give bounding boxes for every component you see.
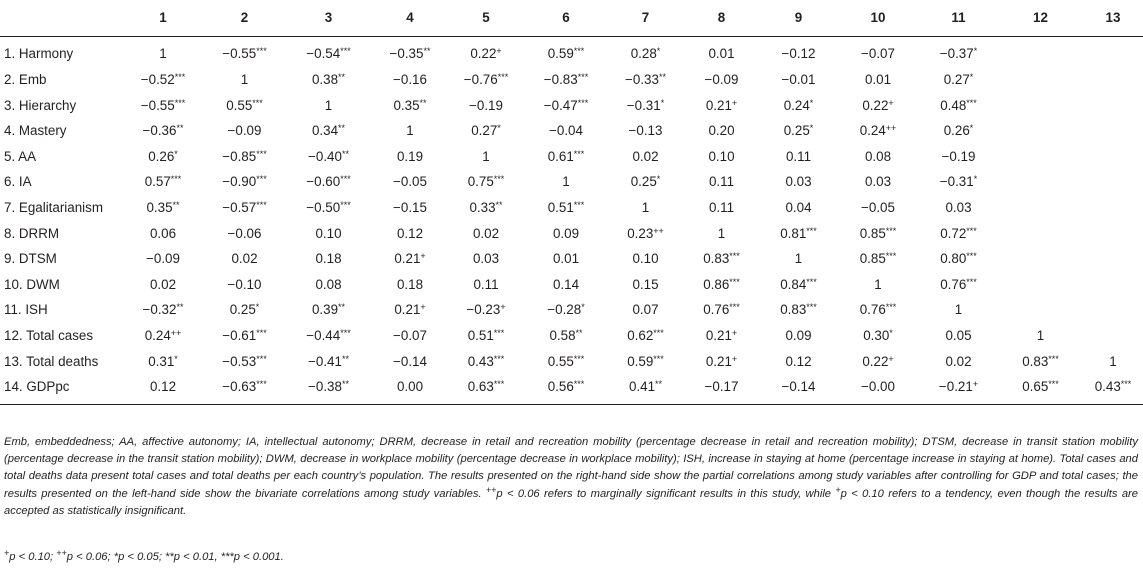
- table-cell: [1083, 272, 1143, 298]
- table-cell: [1083, 144, 1143, 170]
- table-cell: −0.31*: [939, 174, 978, 190]
- table-cell: −0.05: [861, 200, 895, 216]
- table-cell: 1: [159, 46, 167, 62]
- table-row: [0, 144, 1143, 170]
- table-cell: 0.02: [231, 251, 258, 267]
- table-cell: 0.84***: [780, 276, 817, 292]
- table-cell: 0.11: [785, 148, 812, 164]
- table-cell: −0.01: [781, 72, 816, 88]
- table-cell: −0.37*: [939, 46, 978, 62]
- table-cell: 0.57***: [144, 174, 182, 190]
- table-cell: −0.52***: [140, 72, 186, 88]
- table-cell: 0.05: [945, 328, 972, 344]
- table-cell: 0.04: [785, 200, 812, 216]
- table-cell: −0.07: [861, 46, 895, 62]
- table-cell: 0.35**: [393, 97, 427, 113]
- table-cell: [1083, 221, 1143, 247]
- table-cell: [998, 272, 1083, 298]
- table-cell: 0.11: [473, 276, 499, 292]
- row-label: 5. AA: [4, 148, 37, 164]
- table-cell: [998, 297, 1083, 323]
- significance-note: +p < 0.10; ++p < 0.06; *p < 0.05; **p < 0.01, ***p < 0.001.: [4, 548, 284, 563]
- row-label: 6. IA: [4, 174, 32, 190]
- table-cell: 1: [717, 225, 726, 241]
- table-cell: 0.81***: [780, 225, 817, 241]
- table-cell: 0.12: [396, 225, 424, 241]
- table-cell: [1083, 37, 1143, 68]
- table-cell: 0.11: [708, 174, 735, 190]
- table-cell: 0.59***: [627, 353, 664, 369]
- table-cell: 0.33**: [469, 200, 503, 216]
- row-label: 8. DRRM: [4, 225, 60, 241]
- table-cell: [998, 221, 1083, 247]
- table-row: [0, 67, 1143, 93]
- column-header-6: 6: [562, 10, 570, 26]
- table-cell: 0.21+: [394, 302, 426, 318]
- table-cell: 0.07: [632, 302, 659, 318]
- table-row: [0, 272, 1143, 298]
- column-header-9: 9: [794, 10, 803, 26]
- table-cell: −0.14: [393, 353, 427, 369]
- table-row: [0, 323, 1143, 349]
- table-cell: 0.01: [552, 251, 580, 267]
- table-row: [0, 374, 1143, 404]
- row-label: 3. Hierarchy: [4, 97, 77, 113]
- table-cell: −0.47***: [543, 97, 589, 113]
- table-row: [0, 37, 1143, 68]
- table-cell: [1083, 323, 1143, 349]
- table-cell: 0.03: [785, 174, 812, 190]
- table-cell: −0.83***: [543, 72, 589, 88]
- column-header-2: 2: [240, 10, 249, 26]
- table-cell: −0.10: [227, 276, 262, 292]
- table-cell: 0.00: [396, 379, 424, 395]
- table-cell: 0.20: [708, 123, 735, 139]
- table-cell: −0.13: [628, 123, 663, 139]
- column-header-10: 10: [870, 10, 886, 26]
- table-cell: 0.24++: [859, 123, 897, 139]
- table-cell: [998, 195, 1083, 221]
- column-header-12: 12: [1033, 10, 1048, 26]
- table-cell: 0.21+: [394, 251, 426, 267]
- table-cell: 0.26*: [148, 148, 178, 164]
- header-row: [0, 0, 1143, 37]
- table-cell: 0.63***: [467, 379, 505, 395]
- table-cell: [998, 118, 1083, 144]
- table-cell: 0.10: [708, 148, 735, 164]
- table-cell: 0.02: [945, 353, 972, 369]
- table-cell: −0.14: [781, 379, 816, 395]
- table-cell: 0.21+: [705, 353, 738, 369]
- table-cell: −0.50***: [306, 200, 351, 216]
- row-label: 10. DWM: [4, 276, 60, 292]
- table-cell: 0.01: [708, 46, 735, 62]
- table-cell: 0.09: [552, 225, 580, 241]
- table-cell: 0.19: [396, 148, 424, 164]
- table-cell: 0.83***: [703, 251, 740, 267]
- table-cell: 0.11: [708, 200, 735, 216]
- table-row: [0, 195, 1143, 221]
- table-cell: 0.43***: [467, 353, 505, 369]
- table-cell: −0.55***: [140, 97, 186, 113]
- table-cell: 1: [482, 148, 490, 164]
- table-cell: −0.36**: [142, 123, 184, 139]
- column-header-7: 7: [641, 10, 650, 26]
- table-cell: 0.03: [945, 200, 972, 216]
- row-label: 12. Total cases: [4, 328, 94, 344]
- table-cell: 0.14: [552, 276, 580, 292]
- table-cell: [1083, 67, 1143, 93]
- table-cell: 0.80***: [940, 251, 977, 267]
- table-cell: 0.21+: [705, 97, 738, 113]
- table-cell: [998, 93, 1083, 119]
- column-header-5: 5: [482, 10, 490, 26]
- table-cell: 0.25*: [630, 174, 661, 190]
- table-cell: −0.31*: [626, 97, 665, 113]
- table-cell: [1083, 169, 1143, 195]
- table-cell: [1083, 246, 1143, 272]
- table-cell: 0.58**: [549, 328, 583, 344]
- table-cell: 0.51***: [547, 200, 585, 216]
- table-cell: [1083, 118, 1143, 144]
- table-cell: −0.06: [227, 225, 262, 241]
- table-cell: −0.61***: [222, 328, 267, 344]
- table-cell: 0.65***: [1022, 379, 1059, 395]
- table-cell: −0.60***: [306, 174, 351, 190]
- table-cell: 0.10: [315, 225, 342, 241]
- table-cell: −0.15: [393, 200, 427, 216]
- table-cell: 0.76***: [703, 302, 740, 318]
- table-cell: 0.55***: [226, 97, 263, 113]
- table-cell: 1: [240, 72, 249, 88]
- table-cell: 0.76***: [940, 276, 977, 292]
- row-label: 7. Egalitarianism: [4, 200, 103, 216]
- table-cell: 0.24*: [783, 97, 814, 113]
- table-cell: 0.08: [315, 276, 342, 292]
- table-cell: [1083, 195, 1143, 221]
- table-cell: 0.02: [149, 276, 177, 292]
- table-row: [0, 349, 1143, 375]
- table-cell: 0.06: [149, 225, 177, 241]
- row-label: 11. ISH: [4, 302, 48, 318]
- table-cell: 0.43***: [1094, 379, 1132, 395]
- table-cell: 0.27*: [943, 72, 974, 88]
- table-cell: −0.04: [549, 123, 583, 139]
- table-cell: 0.56***: [547, 379, 585, 395]
- table-cell: 0.15: [632, 276, 659, 292]
- table-cell: −0.41**: [308, 353, 349, 369]
- row-label: 4. Mastery: [4, 123, 67, 139]
- table-cell: 0.61***: [547, 148, 585, 164]
- table-cell: 0.22+: [470, 46, 502, 62]
- table-cell: −0.09: [227, 123, 262, 139]
- table-cell: −0.28*: [547, 302, 585, 318]
- table-cell: 0.03: [472, 251, 500, 267]
- table-row: [0, 169, 1143, 195]
- table-cell: 0.02: [472, 225, 500, 241]
- table-cell: 0.10: [632, 251, 659, 267]
- table-cell: 0.39**: [311, 302, 346, 318]
- table-cell: 0.24++: [144, 328, 182, 344]
- table-cell: [998, 37, 1083, 68]
- table-cell: 0.34**: [311, 123, 346, 139]
- table-cell: −0.63***: [222, 379, 267, 395]
- table-cell: [998, 169, 1083, 195]
- column-header-13: 13: [1105, 10, 1121, 26]
- table-cell: [998, 67, 1083, 93]
- table-cell: −0.16: [393, 72, 427, 88]
- table-cell: 0.76***: [859, 302, 897, 318]
- table-cell: 1: [406, 123, 414, 139]
- table-footnote: Emb, embeddedness; AA, affective autonomy; IA, intellectual autonomy; DRRM, decrease in retail and recreation mobility (percentage decrease in retail and recreation mobility); DTSM, decrease in transit station mobility (percentage decrease in the transit station mobility); DWM, decrease in workplace mobility (percentage decrease in workplace mobility); ISH, increase in staying at home (percentage increase in staying at home). Total cases and total deaths data present total cases and total deaths per each country’s population. The results presented on the right-hand side show the partial correlations among study variables after controlling for GDP and total cases; the results presented on the left-hand side show the bivariate correlations among study variables. ++p < 0.06 refers to marginally significant results in this study, while +p < 0.10 refers to a tendency, even though the results are accepted as statistically insignificant.: [4, 436, 1138, 517]
- row-label: 1. Harmony: [4, 46, 74, 62]
- table-cell: [998, 246, 1083, 272]
- table-cell: 0.83***: [780, 302, 817, 318]
- table-cell: −0.40**: [308, 148, 349, 164]
- table-cell: 0.18: [396, 276, 424, 292]
- column-header-blank: [0, 0, 122, 37]
- table-cell: −0.54***: [306, 46, 351, 62]
- table-cell: 0.59***: [547, 46, 585, 62]
- table-cell: 1: [874, 276, 882, 292]
- table-cell: 0.83***: [1022, 353, 1059, 369]
- table-cell: 0.28*: [630, 46, 661, 62]
- table-cell: 0.03: [864, 174, 892, 190]
- table-cell: 1: [1109, 353, 1117, 369]
- table-cell: −0.19: [469, 97, 503, 113]
- table-cell: 0.22+: [862, 97, 894, 113]
- table-cell: −0.35**: [389, 46, 431, 62]
- table-cell: −0.09: [146, 251, 180, 267]
- table-cell: −0.53***: [222, 353, 267, 369]
- table-cell: −0.85***: [222, 148, 267, 164]
- table-cell: 0.35**: [146, 200, 180, 216]
- table-cell: −0.23+: [466, 302, 506, 318]
- table-cell: [1083, 93, 1143, 119]
- table-cell: −0.76***: [463, 72, 509, 88]
- table-cell: −0.07: [393, 328, 427, 344]
- table-cell: −0.00: [861, 379, 895, 395]
- row-label: 13. Total deaths: [4, 353, 99, 369]
- table-cell: 0.55***: [547, 353, 585, 369]
- table-cell: 1: [954, 302, 963, 318]
- column-header-8: 8: [717, 10, 726, 26]
- table-cell: −0.12: [781, 46, 816, 62]
- table-cell: 1: [324, 97, 333, 113]
- column-header-4: 4: [406, 10, 414, 26]
- column-header-1: 1: [159, 10, 167, 26]
- table-cell: 1: [794, 251, 803, 267]
- column-header-11: 11: [951, 10, 966, 26]
- table-cell: 0.09: [785, 328, 812, 344]
- table-cell: −0.09: [704, 72, 739, 88]
- table-cell: −0.19: [941, 148, 976, 164]
- table-cell: −0.55***: [222, 46, 267, 62]
- table-cell: 0.25*: [783, 123, 814, 139]
- table-row: [0, 246, 1143, 272]
- table-cell: −0.33**: [625, 72, 666, 88]
- row-label: 9. DTSM: [4, 251, 57, 267]
- row-label: 14. GDPpc: [4, 379, 70, 395]
- table-cell: 0.27*: [471, 123, 501, 139]
- table-cell: 0.12: [785, 353, 812, 369]
- table-row: [0, 221, 1143, 247]
- table-cell: 1: [562, 174, 570, 190]
- table-cell: [1083, 297, 1143, 323]
- table-cell: 0.22+: [862, 353, 894, 369]
- table-cell: 0.21+: [705, 328, 738, 344]
- table-cell: 0.48***: [940, 97, 977, 113]
- table-cell: 0.85***: [859, 251, 897, 267]
- column-header-3: 3: [324, 10, 333, 26]
- row-label: 2. Emb: [4, 72, 47, 88]
- table-cell: 0.25*: [229, 302, 260, 318]
- table-cell: −0.90***: [222, 174, 267, 190]
- table-cell: 0.26*: [943, 123, 974, 139]
- table-cell: 0.02: [632, 148, 659, 164]
- table-cell: 0.41**: [628, 379, 663, 395]
- table-cell: 0.85***: [859, 225, 897, 241]
- table-cell: 1: [641, 200, 650, 216]
- table-cell: 0.23++: [627, 225, 664, 241]
- table-row: [0, 93, 1143, 119]
- table-cell: 0.86***: [703, 276, 740, 292]
- table-cell: 0.01: [864, 72, 892, 88]
- table-cell: 0.12: [149, 379, 177, 395]
- table-cell: −0.05: [393, 174, 427, 190]
- table-cell: 0.51***: [467, 328, 505, 344]
- table-cell: [998, 144, 1083, 170]
- table-cell: 0.31*: [148, 353, 178, 369]
- table-row: [0, 297, 1143, 323]
- table-cell: 0.62***: [627, 328, 664, 344]
- table-cell: 0.75***: [467, 174, 505, 190]
- table-cell: −0.32**: [142, 302, 184, 318]
- table-cell: −0.44***: [306, 328, 351, 344]
- table-cell: 0.72***: [940, 225, 977, 241]
- table-cell: 0.08: [864, 148, 892, 164]
- table-cell: 0.18: [315, 251, 342, 267]
- table-row: [0, 118, 1143, 144]
- table-cell: −0.17: [704, 379, 739, 395]
- table-cell: −0.38**: [308, 379, 349, 395]
- table-cell: 0.38**: [311, 72, 346, 88]
- table-cell: −0.21+: [938, 379, 979, 395]
- table-cell: −0.57***: [222, 200, 267, 216]
- table-cell: 1: [1036, 328, 1045, 344]
- table-cell: 0.30*: [863, 328, 893, 344]
